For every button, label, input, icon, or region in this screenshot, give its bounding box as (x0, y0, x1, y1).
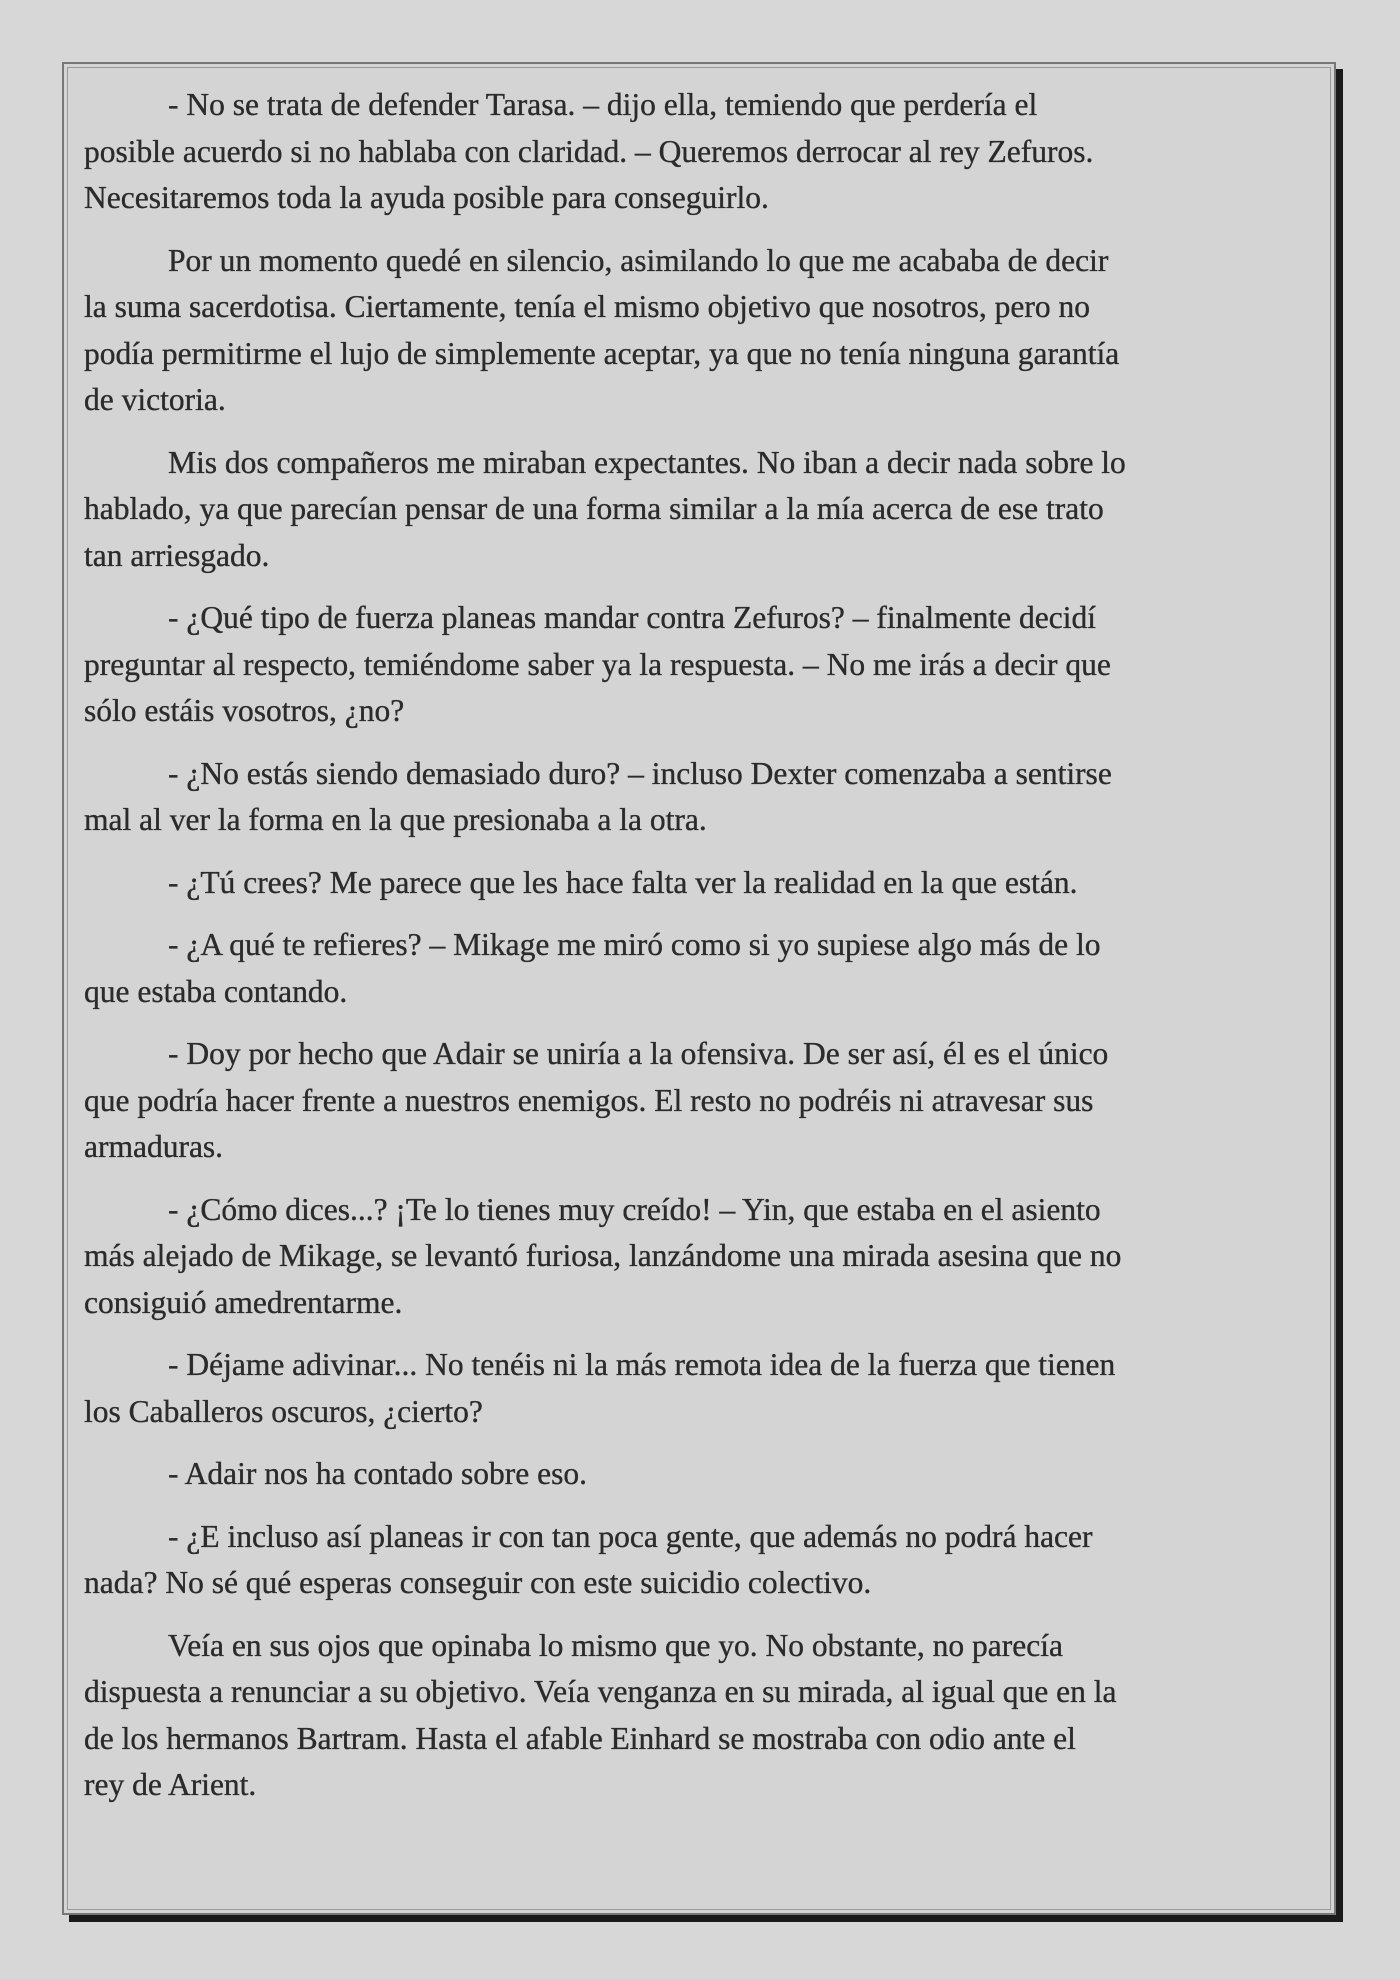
text-line: - Déjame adivinar... No tenéis ni la más remota idea de la fuerza que tienen (168, 1347, 1116, 1382)
text-line: - ¿Tú crees? Me parece que les hace falta ver la realidad en la que están. (168, 864, 1078, 900)
text-line: nada? No sé qué esperas conseguir con este suicidio colectivo. (84, 1565, 872, 1600)
text-line: armaduras. (84, 1129, 224, 1164)
text-line: - Adair nos ha contado sobre eso. (168, 1456, 588, 1491)
text-line: podía permitirme el lujo de simplemente aceptar, ya que no tenía ninguna garantía (84, 335, 1120, 371)
text-line: consiguió amedrentarme. (84, 1284, 403, 1320)
paragraph (84, 1451, 1312, 1498)
text-line: rey de Arient. (84, 1767, 257, 1802)
paragraph (84, 1623, 1312, 1809)
text-line: sólo estáis vosotros, ¿no? (84, 693, 405, 728)
text-line: - ¿E incluso así planeas ir con tan poca gente, que además no podrá hacer (168, 1518, 1093, 1554)
paragraph (84, 1342, 1312, 1435)
text-line: tan arriesgado. (84, 537, 270, 573)
text-line: preguntar al respecto, temiéndome saber ya la respuesta. – No me irás a decir que (84, 646, 1111, 682)
paragraph (84, 595, 1312, 735)
text-line: la suma sacerdotisa. Ciertamente, tenía el mismo objetivo que nosotros, pero no (84, 289, 1091, 324)
text-line: de los hermanos Bartram. Hasta el afable Einhard se mostraba con odio ante el (84, 1720, 1076, 1756)
text-line: - ¿Cómo dices...? ¡Te lo tienes muy creído! – Yin, que estaba en el asiento (168, 1191, 1101, 1227)
text-line: posible acuerdo si no hablaba con claridad. – Queremos derrocar al rey Zefuros. (84, 133, 1094, 169)
paragraph (84, 751, 1312, 844)
text-line: hablado, ya que parecían pensar de una forma similar a la mía acerca de ese trato (84, 491, 1104, 526)
paragraph (84, 860, 1312, 907)
text-line: Necesitaremos toda la ayuda posible para conseguirlo. (84, 180, 769, 215)
text-line: - ¿A qué te refieres? – Mikage me miró como si yo supiese algo más de lo (168, 927, 1101, 962)
text-line: - ¿Qué tipo de fuerza planeas mandar contra Zefuros? – finalmente decidí (168, 600, 1096, 635)
document-text (84, 82, 1312, 1825)
text-line: de victoria. (84, 382, 226, 417)
text-line: - Doy por hecho que Adair se uniría a la ofensiva. De ser así, él es el único (168, 1036, 1109, 1071)
text-line: Veía en sus ojos que opinaba lo mismo que yo. No obstante, no parecía (168, 1627, 1063, 1663)
paragraph (84, 82, 1312, 222)
paragraph (84, 1031, 1312, 1171)
paragraph (84, 238, 1312, 424)
text-line: más alejado de Mikage, se levantó furiosa, lanzándome una mirada asesina que no (84, 1238, 1122, 1273)
text-line: Por un momento quedé en silencio, asimilando lo que me acababa de decir (168, 242, 1109, 278)
text-line: dispuesta a renunciar a su objetivo. Veía venganza en su mirada, al igual que en la (84, 1674, 1117, 1709)
text-line: que estaba contando. (84, 973, 348, 1009)
paragraph (84, 1514, 1312, 1607)
text-line: Mis dos compañeros me miraban expectantes. No iban a decir nada sobre lo (168, 444, 1126, 480)
text-line: - ¿No estás siendo demasiado duro? – incluso Dexter comenzaba a sentirse (168, 755, 1112, 791)
paragraph (84, 440, 1312, 580)
text-line: los Caballeros oscuros, ¿cierto? (84, 1393, 483, 1429)
text-line: mal al ver la forma en la que presionaba a la otra. (84, 802, 707, 837)
paragraph (84, 922, 1312, 1015)
paragraph (84, 1187, 1312, 1327)
text-line: que podría hacer frente a nuestros enemigos. El resto no podréis ni atravesar sus (84, 1082, 1094, 1118)
text-line: - No se trata de defender Tarasa. – dijo ella, temiendo que perdería el (168, 87, 1038, 122)
